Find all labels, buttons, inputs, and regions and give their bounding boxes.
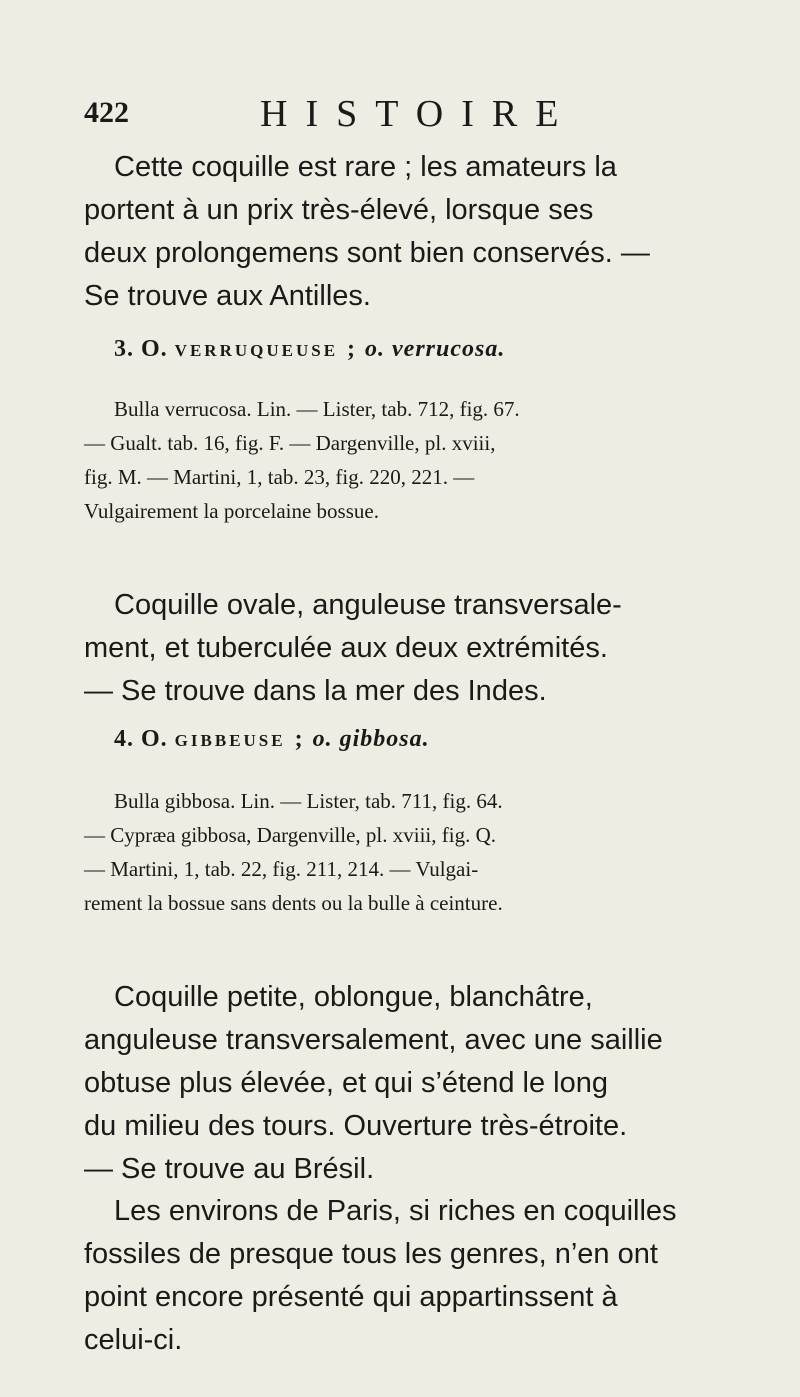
description-line: — Se trouve au Brésil. [84, 1153, 375, 1185]
paragraph-line: Les environs de Paris, si riches en coquilles [114, 1195, 677, 1227]
synonymy-line: Vulgairement la porcelaine bossue. [84, 499, 379, 523]
paragraph-line: portent à un prix très-élevé, lorsque ses [84, 194, 594, 226]
species-3-heading [114, 336, 762, 363]
paragraph-line: point encore présenté qui appartinssent à [84, 1281, 618, 1313]
paragraph-final [84, 1190, 732, 1362]
description-line: obtuse plus élevée, et qui s’étend le long [84, 1067, 608, 1099]
species-number: 3. O. [114, 336, 168, 362]
species-4-heading [114, 726, 762, 753]
species-latin-name: o. gibbosa. [312, 726, 430, 752]
paragraph-1 [84, 146, 732, 318]
page-number: 422 [84, 96, 129, 129]
synonymy-line: Bulla gibbosa. Lin. — Lister, tab. 711, fig. 64. [114, 789, 503, 813]
synonymy-line: — Gualt. tab. 16, fig. F. — Dargenville, pl. xviii, [84, 431, 496, 455]
description-line: du milieu des tours. Ouverture très-étroite. [84, 1110, 628, 1142]
species-4-synonymy [84, 784, 732, 920]
description-line: anguleuse transversalement, avec une saillie [84, 1024, 663, 1056]
synonymy-line: — Cypræa gibbosa, Dargenville, pl. xviii, fig. Q. [84, 823, 496, 847]
running-title: HISTOIRE [260, 93, 577, 135]
paragraph-line: deux prolongemens sont bien conservés. — [84, 237, 650, 269]
species-3-synonymy [84, 392, 732, 528]
synonymy-line: — Martini, 1, tab. 22, fig. 211, 214. — Vulgai- [84, 857, 479, 881]
paragraph-line: fossiles de presque tous les genres, n’en ont [84, 1238, 658, 1270]
description-line: Coquille ovale, anguleuse transversale- [114, 589, 622, 621]
page-header [84, 92, 724, 142]
species-3-description [84, 584, 732, 713]
description-line: ment, et tuberculée aux deux extrémités. [84, 632, 608, 664]
description-line: Coquille petite, oblongue, blanchâtre, [114, 981, 593, 1013]
species-french-name: verruqueuse ; [174, 336, 359, 362]
synonymy-line: rement la bossue sans dents ou la bulle à ceinture. [84, 891, 503, 915]
paragraph-line: Cette coquille est rare ; les amateurs la [114, 151, 617, 183]
species-french-name: gibbeuse ; [174, 726, 306, 752]
paragraph-line: celui-ci. [84, 1324, 183, 1356]
species-4-description [84, 976, 732, 1191]
species-number: 4. O. [114, 726, 168, 752]
synonymy-line: Bulla verrucosa. Lin. — Lister, tab. 712, fig. 67. [114, 397, 520, 421]
paragraph-line: Se trouve aux Antilles. [84, 280, 371, 312]
species-latin-name: o. verrucosa. [365, 336, 506, 362]
description-line: — Se trouve dans la mer des Indes. [84, 675, 547, 707]
synonymy-line: fig. M. — Martini, 1, tab. 23, fig. 220, 221. — [84, 465, 475, 489]
